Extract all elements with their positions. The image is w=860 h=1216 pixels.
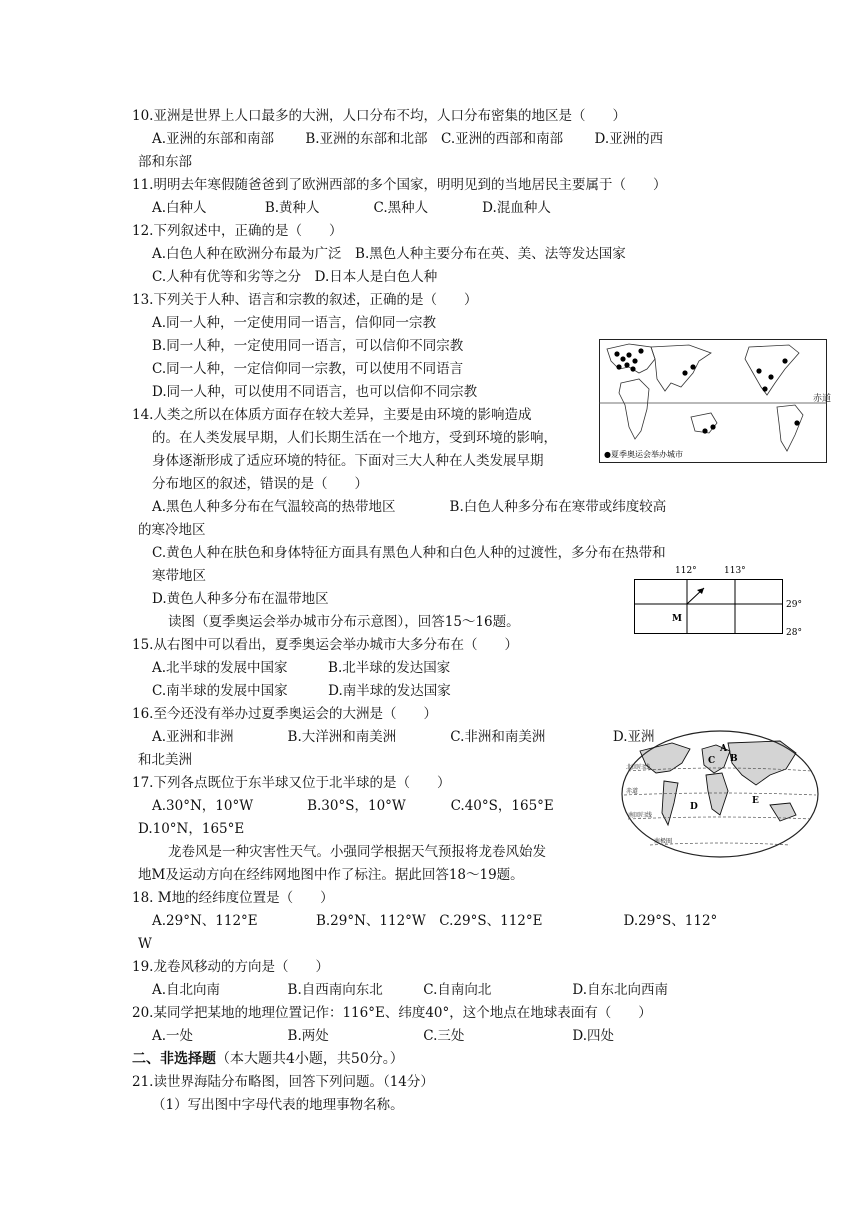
q12-options-2: C.人种有优等和劣等之分 D.日本人是白色人种 [152,269,438,285]
q14-stem-2: 的。在人类发展早期，人们长期生活在一个地方，受到环境的影响， [152,430,557,446]
read-15-16: 读图（夏季奥运会举办城市分布示意图），回答15～16题。 [168,614,520,630]
q13-option-b: B.同一人种，一定使用同一语言，可以信仰不同宗教 [152,338,464,354]
q18-options-cont: W [138,936,152,952]
q14-option-c: C.黄色人种在肤色和身体特征方面具有黑色人种和白色人种的过渡性，多分布在热带和 [152,545,666,561]
world-map-label-a: A [720,744,727,754]
q17-options: A.30°N，10°W B.30°S，10°W C.40°S，165°E [152,798,554,814]
q14-option-a-cont: 的寒冷地区 [138,522,206,538]
q17-stem: 17.下列各点既位于东半球又位于北半球的是（ ） [132,775,451,791]
world-map-north-tropic: 北回归线 [626,764,651,771]
world-map-antarctic: 南极圈 [654,838,673,845]
q19-stem: 19.龙卷风移动的方向是（ ） [132,959,329,975]
q14-stem-1: 14.人类之所以在体质方面存在较大差异，主要是由环境的影响造成 [132,407,532,423]
q13-option-d: D.同一人种，可以使用不同语言，也可以信仰不同宗教 [152,384,478,400]
q13-option-c: C.同一人种，一定信仰同一宗教，可以使用不同语言 [152,361,464,377]
q19-options: A.自北向南 B.自西南向东北 C.自南向北 D.自东北向西南 [152,982,669,998]
section-2-note: （本大题共4小题，共50分。） [216,1051,404,1067]
grid-lat-28: 28° [786,628,802,638]
q14-option-d: D.黄色人种多分布在温带地区 [152,591,329,607]
q20-stem: 20.某同学把某地的地理位置记作：116°E、纬度40°，这个地点在地球表面有（ ） [132,1005,652,1021]
q17-options-cont: D.10°N，165°E [138,821,245,837]
grid-point-m: M [672,614,682,624]
q11-stem: 11.明明去年寒假随爸爸到了欧洲西部的多个国家，明明见到的当地居民主要属于（ ） [132,177,667,193]
section-2-heading [132,1050,404,1068]
q16-options-cont: 和北美洲 [138,752,192,768]
world-map-label-d: D [690,802,698,812]
latlong-grid-svg [634,563,834,641]
olympic-map-equator-label: 赤道 [813,394,832,404]
q16-options: A.亚洲和非洲 B.大洋洲和南美洲 C.非洲和南美洲 D.亚洲 [152,729,655,745]
q10-stem: 10.亚洲是世界上人口最多的大洲，人口分布不均，人口分布密集的地区是（ ） [132,108,626,124]
q14-option-a: A.黑色人种多分布在气温较高的热带地区 B.白色人种多分布在寒带或纬度较高 [152,499,667,515]
q13-option-a: A.同一人种，一定使用同一语言，信仰同一宗教 [152,315,437,331]
grid-lat-29: 29° [786,600,802,610]
q18-options: A.29°N、112°E B.29°N、112°W C.29°S、112°E D.29°S、112° [152,913,718,929]
world-map-south-tropic: 南回归线 [628,812,653,819]
world-map-equator: 赤道 [626,788,639,795]
world-map-label-e: E [752,796,759,806]
q14-stem-4: 分布地区的叙述，错误的是（ ） [152,476,368,492]
q15-options-1: A.北半球的发展中国家 B.北半球的发达国家 [152,660,451,676]
q10-options-cont: 部和东部 [138,154,192,170]
q18-stem: 18. M地的经纬度位置是（ ） [132,890,334,906]
grid-lon-113: 113° [724,566,746,576]
q20-options: A.一处 B.两处 C.三处 D.四处 [152,1028,615,1044]
latlong-grid-figure [634,563,834,641]
world-map-svg [620,729,820,859]
q21-stem: 21.读世界海陆分布略图，回答下列问题。（14分） [132,1074,434,1090]
olympic-cities-map-svg [599,339,832,463]
read-18-19-1: 龙卷风是一种灾害性天气。小强同学根据天气预报将龙卷风始发 [168,844,546,860]
q14-option-c-cont: 寒带地区 [152,568,206,584]
olympic-cities-map [599,339,832,463]
q14-stem-3: 身体逐渐形成了适应环境的特征。下面对三大人种在人类发展早期 [152,453,544,469]
q15-options-2: C.南半球的发展中国家 D.南半球的发达国家 [152,683,451,699]
q10-options: A.亚洲的东部和南部 B.亚洲的东部和北部 C.亚洲的西部和南部 D.亚洲的西 [152,131,664,147]
world-map-label-b: B [730,754,738,764]
olympic-map-caption: ●夏季奥运会举办城市 [604,450,683,459]
world-sea-land-map [620,729,820,859]
q12-stem: 12.下列叙述中，正确的是（ ） [132,223,343,239]
q16-stem: 16.至今还没有举办过夏季奥运会的大洲是（ ） [132,706,437,722]
q12-options-1: A.白色人种在欧洲分布最为广泛 B.黑色人种主要分布在英、美、法等发达国家 [152,246,626,262]
q11-options: A.白种人 B.黄种人 C.黑种人 D.混血种人 [152,200,551,216]
world-map-label-c: C [708,756,716,766]
q13-stem: 13.下列关于人种、语言和宗教的叙述，正确的是（ ） [132,292,478,308]
section-2-title: 二、非选择题 [132,1051,216,1067]
grid-lon-112: 112° [675,566,697,576]
read-18-19-2: 地M及运动方向在经纬网地图中作了标注。据此回答18～19题。 [138,867,524,883]
q15-stem: 15.从右图中可以看出，夏季奥运会举办城市大多分布在（ ） [132,637,518,653]
q21-sub-1: （1）写出图中字母代表的地理事物名称。 [152,1097,404,1113]
